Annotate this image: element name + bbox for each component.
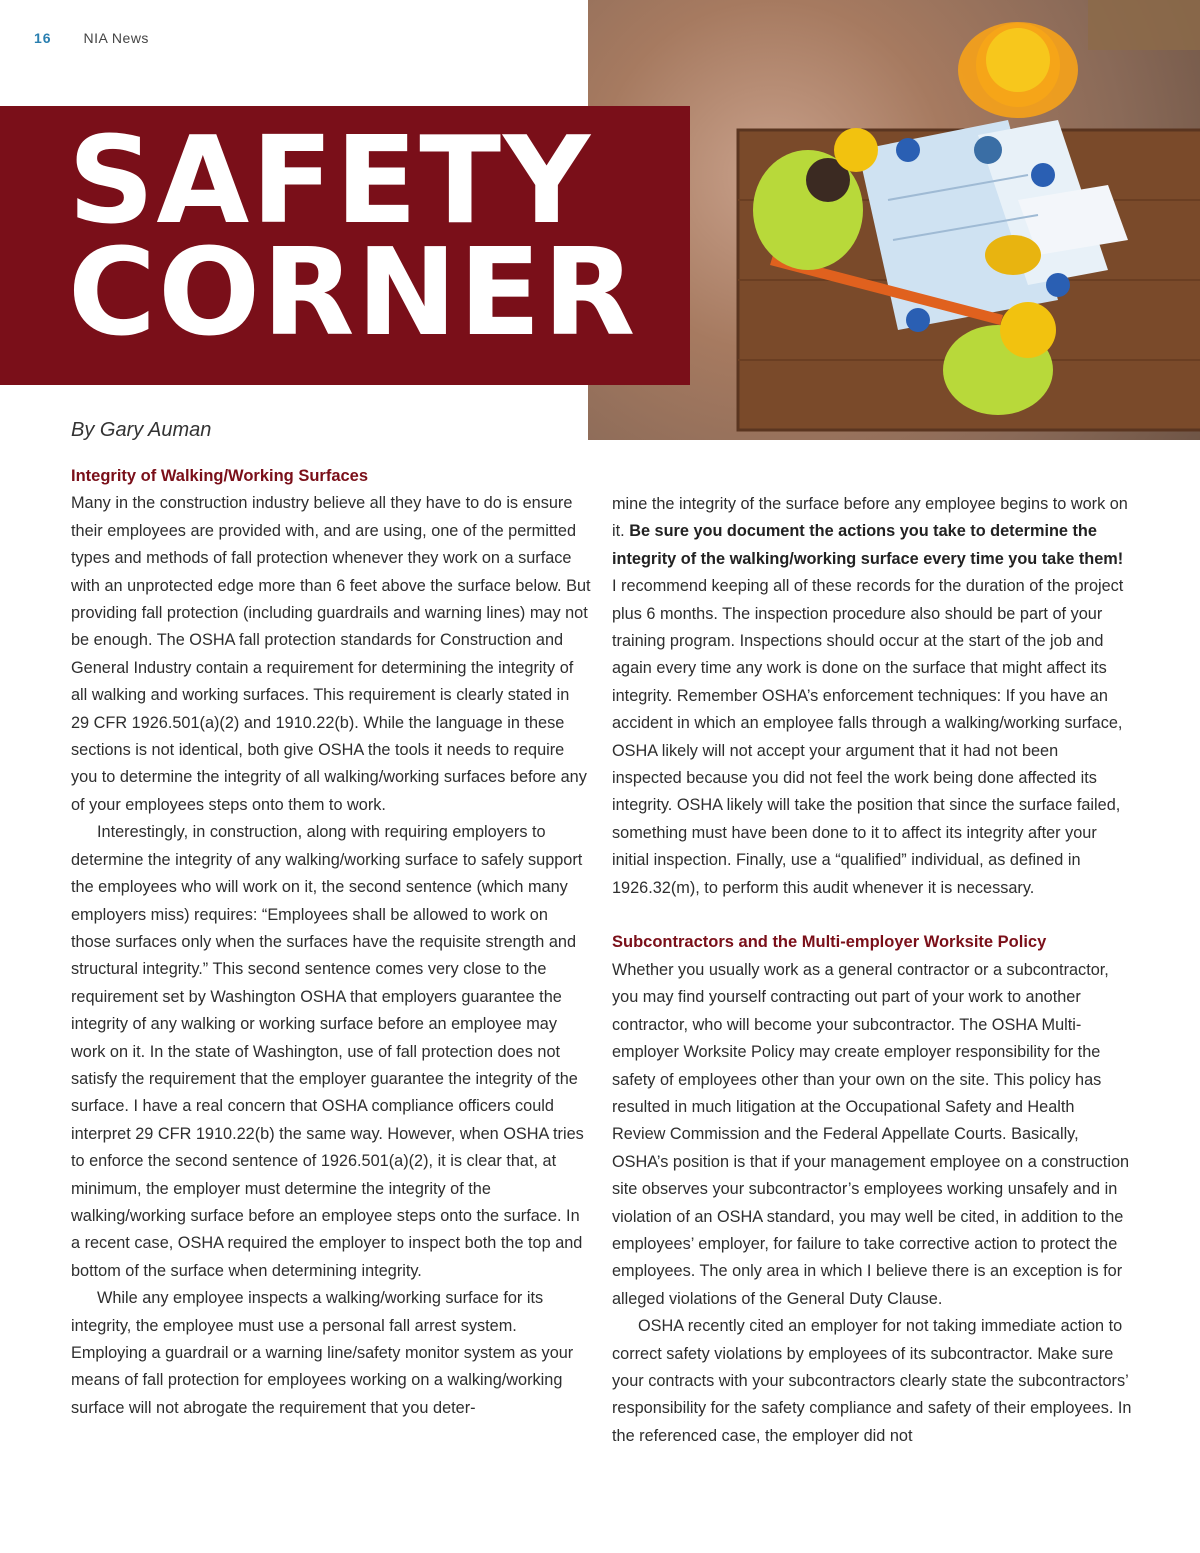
title-banner	[0, 106, 690, 385]
publication-name: NIA News	[83, 30, 149, 46]
byline: By Gary Auman	[71, 419, 212, 441]
paragraph: OSHA recently cited an employer for not taking immediate action to correct safety violations by employees of its subcontractor. Make sure your contracts with your subcontractors clearly state the subcontractors’ responsibility for the safety compliance and safety of their employees. In the referenced case, the employer did not	[612, 1317, 1132, 1445]
left-column	[71, 463, 591, 1422]
folio	[34, 30, 149, 46]
paragraph-text: mine the integrity of the surface before any employee begins to work on it.	[612, 495, 1128, 541]
emphasis-text: Be sure you document the actions you take to determine the integrity of the walking/working surface every time you take them!	[612, 522, 1124, 568]
paragraph	[612, 491, 1132, 902]
paragraph: Whether you usually work as a general contractor or a subcontractor, you may find yourself contracting out part of your work to another contractor, who will become your subcontractor. The OSHA Multi-employer Worksite Policy may create employer responsibility for the safety of employees other than your own on the site. This policy has resulted in much litigation at the Occupational Safety and Health Review Commission and the Federal Appellate Courts. Basically, OSHA’s position is that if your management employee on a construction site observes your subcontractor’s employees working unsafely and in violation of an OSHA standard, you may well be cited, in addition to the employees’ employer, for failure to take corrective action to protect the employees. The only area in which I believe there is an exception is for alleged violations of the General Duty Clause.	[612, 960, 1130, 1308]
page-title	[68, 112, 638, 363]
title-line-2: CORNER	[68, 224, 638, 363]
paragraph: Many in the construction industry believe all they have to do is ensure their employees are provided with, and are using, one of the permitted types and methods of fall protection whenever they work on a surface with an unprotected edge more than 6 feet above the surface below. But providing fall protection (including guardrails and warning lines) may not be enough. The OSHA fall protection standards for Construction and General Industry contain a requirement for determining the integrity of all walking and working surfaces. This requirement is clearly stated in 29 CFR 1926.501(a)(2) and 1910.22(b). While the language in these sections is not identical, both give OSHA the tools it needs to require you to determine the integrity of all walking/working surfaces before any of your employees steps onto them to work.	[71, 494, 591, 814]
section-heading: Subcontractors and the Multi-employer Worksite Policy	[612, 933, 1047, 952]
section-heading: Integrity of Walking/Working Surfaces	[71, 467, 369, 485]
paragraph: Interestingly, in construction, along with requiring employers to determine the integrity of any walking/working surface to safely support the employees who will work on it, the second sentence (which many employers miss) requires: “Employees shall be allowed to work on those surfaces only when the surfaces have the requisite strength and structural integrity.” This second sentence comes very close to the requirement set by Washington OSHA that employers guarantee the integrity of any walking or working surface before an employee may work on it. In the state of Washington, use of fall protection does not satisfy the requirement that the employer guarantee the integrity of the surface. I have a real concern that OSHA compliance officers could interpret 29 CFR 1910.22(b) the same way. However, when OSHA tries to enforce the second sentence of 1926.501(a)(2), it is clear that, at minimum, the employer must determine the integrity of the walking/working surface before an employee steps onto the surface. In a recent case, OSHA required the employer to inspect both the top and bottom of the surface when determining integrity.	[71, 823, 584, 1280]
paragraph: While any employee inspects a walking/working surface for its integrity, the employee must use a personal fall arrest system. Employing a guardrail or a warning line/safety monitor system as your means of fall protection for employees working on a walking/working surface will not abrogate the requirement that you deter-	[71, 1289, 574, 1417]
paragraph-text: I recommend keeping all of these records for the duration of the project plus 6 months. The inspection procedure also should be part of your training program. Inspections should occur at the start of the job and again every time any work is done on the surface that might affect its integrity. Remember OSHA’s enforcement techniques: If you have an accident in which an employee falls through a walking/working surface, OSHA likely will not accept your argument that it had not been inspected because you did not feel the work being done affected its integrity. OSHA likely will take the position that since the surface failed, something must have been done to it to affect its integrity after your initial inspection. Finally, use a “qualified” individual, as defined in 1926.32(m), to perform this audit whenever it is necessary.	[612, 577, 1124, 897]
page-number: 16	[34, 30, 52, 46]
right-column	[612, 491, 1132, 1450]
title-line-1: SAFETY	[68, 112, 592, 251]
